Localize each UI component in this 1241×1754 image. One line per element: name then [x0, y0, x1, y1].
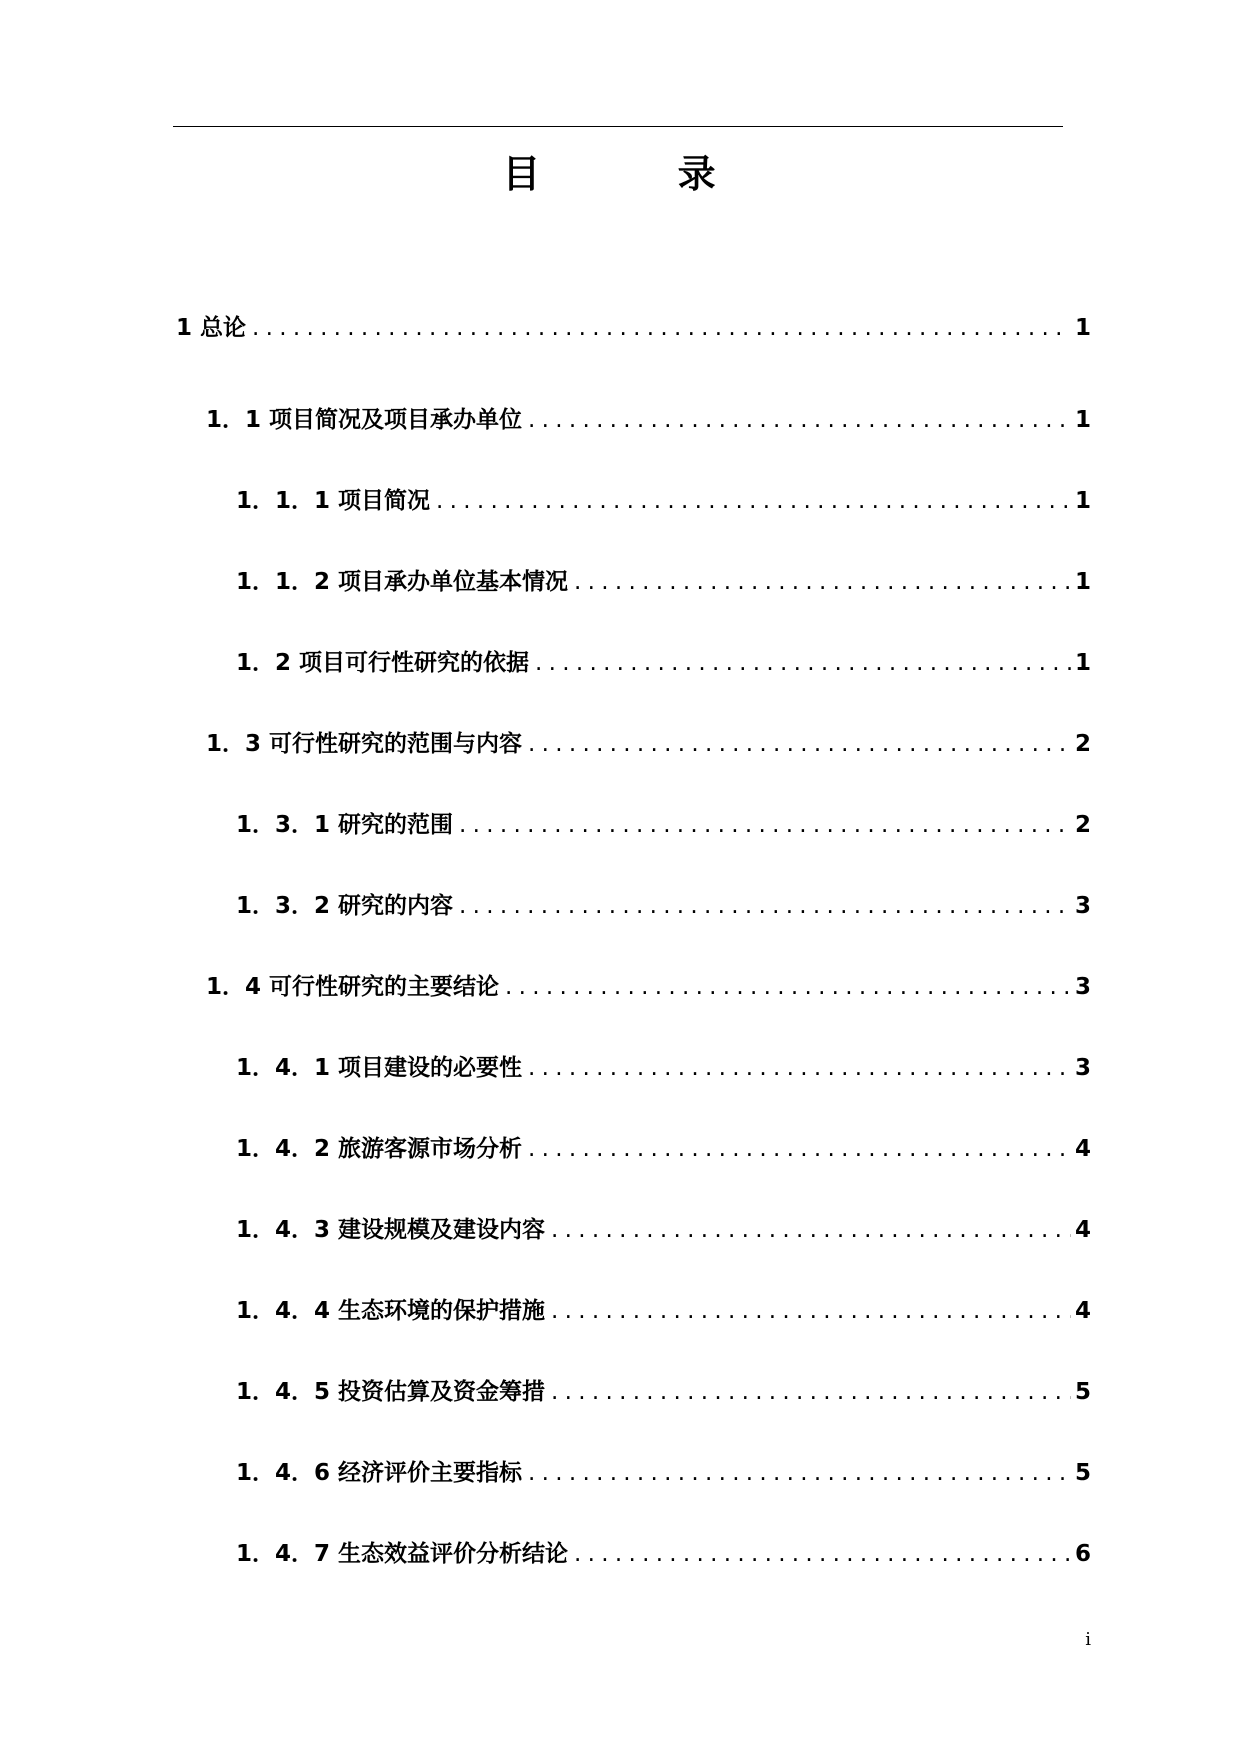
toc-entry-page: 2: [1075, 731, 1092, 757]
toc-entry-text: 1．4 可行性研究的主要结论: [206, 974, 500, 1000]
toc-entry-text: 1．3．2 研究的内容: [236, 893, 454, 919]
toc-entry-page: 5: [1075, 1460, 1092, 1486]
toc-entry-page: 4: [1075, 1217, 1092, 1243]
toc-leader-dots: [535, 649, 1071, 677]
toc-entry[interactable]: [236, 1370, 1091, 1406]
toc-entry-page: 3: [1075, 1055, 1092, 1081]
toc-entry-text: 1．3 可行性研究的范围与内容: [206, 731, 523, 757]
toc-entry-page: 6: [1075, 1541, 1092, 1567]
toc-entry-text: 1．1．1 项目简况: [236, 488, 431, 514]
toc-entry[interactable]: [236, 1451, 1091, 1487]
toc-entry[interactable]: [236, 1208, 1091, 1244]
toc-entry-page: 1: [1075, 315, 1092, 341]
toc-entry-page: 5: [1075, 1379, 1092, 1405]
toc-leader-dots: [528, 1054, 1071, 1082]
toc-entry-text: 1．4．6 经济评价主要指标: [236, 1460, 523, 1486]
toc-entry[interactable]: [206, 398, 1091, 434]
toc-entry-page: 3: [1075, 893, 1092, 919]
toc-entry-text: 1．4．4 生态环境的保护措施: [236, 1298, 546, 1324]
toc-entry[interactable]: [236, 884, 1091, 920]
toc-entry[interactable]: [176, 306, 1091, 342]
toc-entry-text: 1．1．2 项目承办单位基本情况: [236, 569, 569, 595]
toc-entry-page: 1: [1075, 488, 1092, 514]
toc-leader-dots: [551, 1297, 1071, 1325]
page-number: i: [1085, 1629, 1091, 1650]
toc-entry-text: 1 总论: [176, 315, 247, 341]
toc-leader-dots: [528, 1459, 1071, 1487]
toc-entry-page: 3: [1075, 974, 1092, 1000]
toc-entry[interactable]: [236, 641, 1091, 677]
toc-leader-dots: [528, 730, 1071, 758]
toc-entry[interactable]: [236, 1532, 1091, 1568]
toc-entry-text: 1．4．7 生态效益评价分析结论: [236, 1541, 569, 1567]
toc-entry-page: 4: [1075, 1298, 1092, 1324]
toc-entry[interactable]: [236, 1289, 1091, 1325]
toc-entry-text: 1．4．1 项目建设的必要性: [236, 1055, 523, 1081]
toc-leader-dots: [252, 314, 1071, 342]
toc-entry[interactable]: [236, 479, 1091, 515]
toc-entry[interactable]: [206, 722, 1091, 758]
toc-entry-page: 4: [1075, 1136, 1092, 1162]
toc-entry-text: 1．4．5 投资估算及资金筹措: [236, 1379, 546, 1405]
toc-leader-dots: [436, 487, 1071, 515]
toc-entry-page: 1: [1075, 569, 1092, 595]
toc-leader-dots: [459, 892, 1071, 920]
toc-entry-page: 2: [1075, 812, 1092, 838]
toc-entry[interactable]: [236, 560, 1091, 596]
toc-leader-dots: [574, 1540, 1071, 1568]
toc-entry-text: 1．4．3 建设规模及建设内容: [236, 1217, 546, 1243]
toc-leader-dots: [528, 1135, 1071, 1163]
toc-leader-dots: [459, 811, 1071, 839]
toc-leader-dots: [551, 1378, 1071, 1406]
toc-entry-page: 1: [1075, 407, 1092, 433]
toc-entry-text: 1．4．2 旅游客源市场分析: [236, 1136, 523, 1162]
toc-entry-text: 1．2 项目可行性研究的依据: [236, 650, 530, 676]
toc-title: 目 录: [502, 152, 778, 196]
toc-entry[interactable]: [206, 965, 1091, 1001]
toc-entry[interactable]: [236, 1046, 1091, 1082]
toc-entry-text: 1．3．1 研究的范围: [236, 812, 454, 838]
toc-leader-dots: [528, 406, 1071, 434]
toc-entry[interactable]: [236, 1127, 1091, 1163]
toc-leader-dots: [505, 973, 1071, 1001]
toc-entry-text: 1．1 项目简况及项目承办单位: [206, 407, 523, 433]
toc-entry-page: 1: [1075, 650, 1092, 676]
toc-entry[interactable]: [236, 803, 1091, 839]
toc-leader-dots: [574, 568, 1071, 596]
toc-leader-dots: [551, 1216, 1071, 1244]
